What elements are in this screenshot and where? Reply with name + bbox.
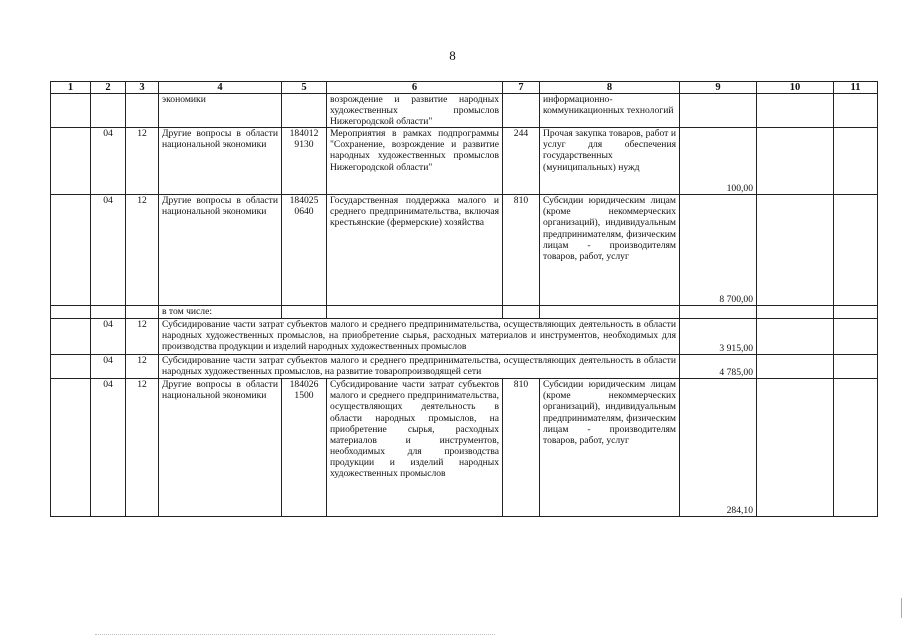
header-col-5: 5 (282, 82, 327, 94)
budget-table (50, 81, 878, 517)
target-article-code: 184025 0640 (282, 195, 327, 306)
amount: 100,00 (680, 128, 757, 195)
table-row (51, 319, 878, 355)
section-name: экономики (159, 94, 282, 128)
section-code: 04 (91, 355, 126, 379)
program-name: возрождение и развитие народных художественных промыслов Нижегородской области" (327, 94, 503, 128)
program-name: Государственная поддержка малого и среднего предпринимательства, включая крестьянские (фермерские) хозяйства (327, 195, 503, 306)
table-row (51, 128, 878, 195)
program-name: Субсидирование части затрат субъектов малого и среднего предпринимательства, осуществляющих деятельность в области народных промыслов, на приобретение сырья, расходных материалов и инструментов, необходимых для производства продукции и изделий народных художественных промыслов (327, 379, 503, 517)
section-code: 04 (91, 319, 126, 355)
section-name: Другие вопросы в области национальной экономики (159, 195, 282, 306)
subsidy-description: Субсидирование части затрат субъектов малого и среднего предпринимательства, осуществляющих деятельность в области народных художественных промыслов, на приобретение сырья, расходных материалов и инструментов, необходимых для производства продукции и изделий народных художественных промыслов (159, 319, 680, 355)
subsection-code: 12 (126, 128, 159, 195)
expense-type: информационно-коммуникационных технологий (540, 94, 680, 128)
header-col-8: 8 (540, 82, 680, 94)
table-row (51, 94, 878, 128)
section-code: 04 (91, 195, 126, 306)
header-col-9: 9 (680, 82, 757, 94)
subsection-code: 12 (126, 195, 159, 306)
scan-artifact (95, 634, 495, 637)
amount: 8 700,00 (680, 195, 757, 306)
amount: 3 915,00 (680, 319, 757, 355)
including-label: в том числе: (159, 306, 282, 319)
expense-type: Субсидии юридическим лицам (кроме некоммерческих организаций), индивидуальным предпринимателям, физическим лицам - производителям товаров, работ, услуг (540, 195, 680, 306)
header-col-7: 7 (503, 82, 540, 94)
expense-type: Субсидии юридическим лицам (кроме некоммерческих организаций), индивидуальным предпринимателям, физическим лицам - производителям товаров, работ, услуг (540, 379, 680, 517)
header-col-11: 11 (834, 82, 878, 94)
expense-type: Прочая закупка товаров, работ и услуг для обеспечения государственных (муниципальных) нужд (540, 128, 680, 195)
header-col-1: 1 (51, 82, 91, 94)
table-header-row (51, 82, 878, 94)
table-row (51, 195, 878, 306)
subsection-code: 12 (126, 319, 159, 355)
header-col-4: 4 (159, 82, 282, 94)
subsidy-description: Субсидирование части затрат субъектов малого и среднего предпринимательства, осуществляющих деятельность в области народных художественных промыслов, на развитие товаропроизводящей сети (159, 355, 680, 379)
subsection-code: 12 (126, 379, 159, 517)
section-code: 04 (91, 128, 126, 195)
target-article-code: 184026 1500 (282, 379, 327, 517)
section-name: Другие вопросы в области национальной экономики (159, 128, 282, 195)
expense-type-code: 810 (503, 379, 540, 517)
header-col-10: 10 (757, 82, 834, 94)
expense-type-code: 810 (503, 195, 540, 306)
page-number: 8 (449, 48, 456, 63)
header-col-2: 2 (91, 82, 126, 94)
table-row (51, 306, 878, 319)
section-code: 04 (91, 379, 126, 517)
table-row (51, 379, 878, 517)
subsection-code: 12 (126, 355, 159, 379)
header-col-6: 6 (327, 82, 503, 94)
amount: 4 785,00 (680, 355, 757, 379)
section-name: Другие вопросы в области национальной экономики (159, 379, 282, 517)
expense-type-code: 244 (503, 128, 540, 195)
program-name: Мероприятия в рамках подпрограммы "Сохранение, возрождение и развитие народных художественных промыслов Нижегородской области" (327, 128, 503, 195)
header-col-3: 3 (126, 82, 159, 94)
table-row (51, 355, 878, 379)
amount: 284,10 (680, 379, 757, 517)
target-article-code: 184012 9130 (282, 128, 327, 195)
scan-edge-mark (901, 598, 902, 618)
